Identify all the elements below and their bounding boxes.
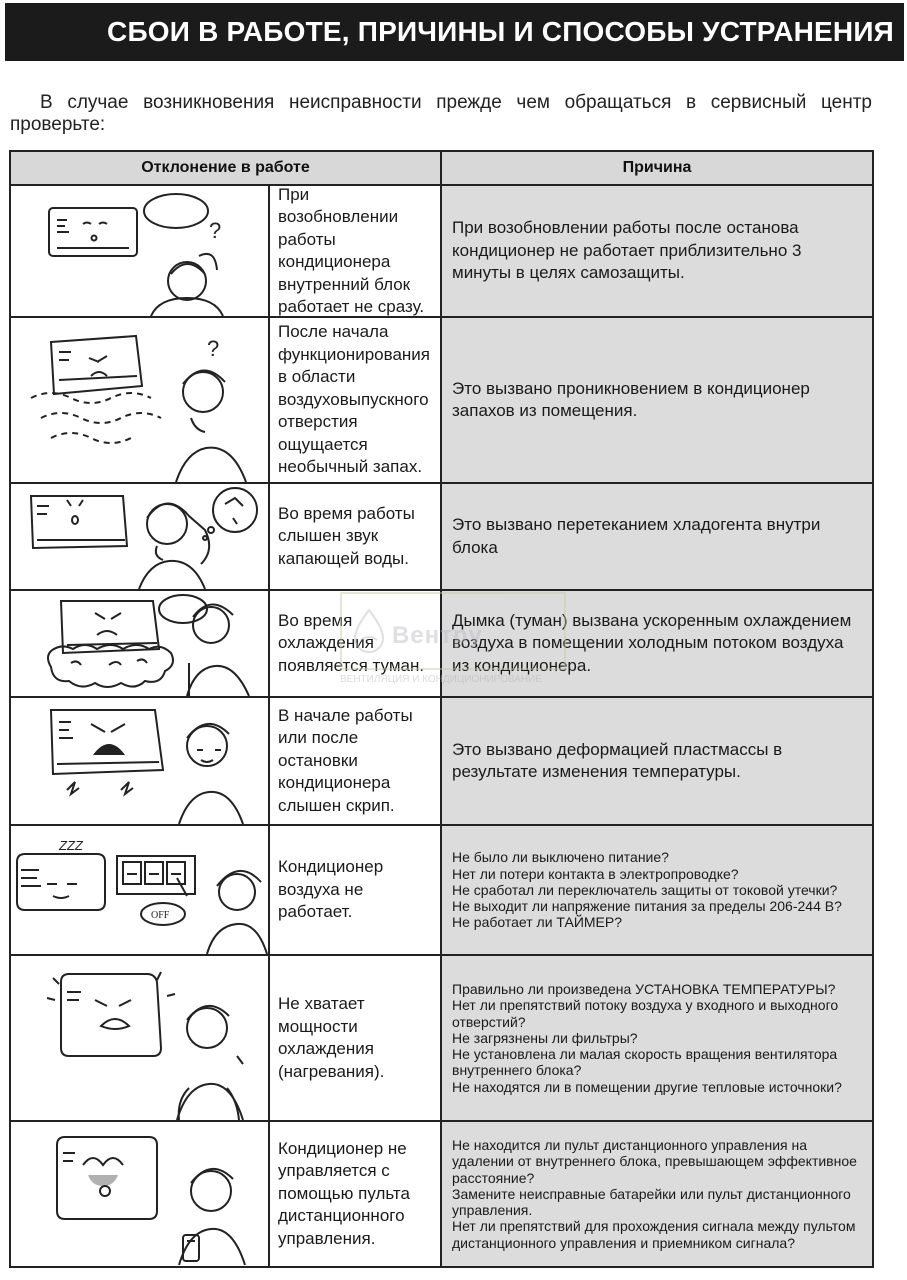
page-header xyxy=(5,3,904,61)
illustration-cell xyxy=(11,1122,270,1266)
deviation-text: Не хватает мощности охлаждения (нагревания). xyxy=(278,994,385,1081)
cause-item: Правильно ли произведена УСТАНОВКА ТЕМПЕРАТУРЫ? xyxy=(452,981,836,998)
cause-list xyxy=(452,981,864,1094)
table-row xyxy=(11,1122,872,1266)
illustration-ac-dripping xyxy=(11,484,268,589)
illustration-cell xyxy=(11,318,270,482)
deviation-cell xyxy=(270,186,442,316)
off-label: OFF xyxy=(151,910,170,921)
table-row xyxy=(11,318,872,484)
table-row xyxy=(11,186,872,318)
deviation-cell xyxy=(270,698,442,824)
cause-item: Не работает ли ТАЙМЕР? xyxy=(452,914,623,931)
deviation-text: В начале работы или после остановки кондиционера слышен скрип. xyxy=(278,705,413,815)
table-row xyxy=(11,591,872,698)
watermark-tagline: ВЕНТИЛЯЦИЯ И КОНДИЦИОНИРОВАНИЕ xyxy=(340,674,542,685)
illustration-cell xyxy=(11,956,270,1120)
cause-item: Не было ли выключено питание? xyxy=(452,849,669,866)
cause-item: Нет ли препятствий для прохождения сигнала между пультом дистанционного управления и приемником сигнала? xyxy=(452,1218,856,1251)
troubleshooting-table xyxy=(9,150,874,1268)
cause-list xyxy=(452,849,842,930)
illustration-ac-creak xyxy=(11,698,268,824)
illustration-cell xyxy=(11,484,270,589)
cause-list xyxy=(452,1137,864,1250)
table-row xyxy=(11,698,872,826)
cause-cell xyxy=(442,186,872,316)
illustration-cell xyxy=(11,186,270,316)
cause-item: Не находятся ли в помещении другие тепловые источноки? xyxy=(452,1078,842,1095)
illustration-ac-fog xyxy=(11,591,268,696)
watermark-brand: Вентру xyxy=(392,622,483,649)
cause-text: Дымка (туман) вызвана ускоренным охлаждением воздуха в помещении холодным потоком воздуха из кондиционера. xyxy=(452,610,852,675)
table-row xyxy=(11,956,872,1122)
cause-item: Не загрязнены ли фильтры? xyxy=(452,1029,638,1046)
cause-item: Не установлена ли малая скорость вращения вентилятора внутреннего блока? xyxy=(452,1046,838,1079)
cause-cell xyxy=(442,956,872,1120)
column-header-deviation: Отклонение в работе xyxy=(11,152,442,184)
column-header-cause: Причина xyxy=(622,159,692,176)
cause-text: Это вызвано проникновением в кондиционер запахов из помещения. xyxy=(452,378,810,420)
deviation-text: Во время работы слышен звук капающей воды. xyxy=(278,503,415,568)
cause-cell xyxy=(442,698,872,824)
cause-cell xyxy=(442,826,872,954)
illustration-ac-smell xyxy=(11,318,268,482)
illustration-cell xyxy=(11,698,270,824)
deviation-text: При возобновлении работы кондиционера внутренний блок работает не сразу. xyxy=(278,184,425,316)
cause-cell xyxy=(442,318,872,482)
deviation-cell xyxy=(270,956,442,1120)
cause-item: Не сработал ли переключатель защиты от токовой утечки? xyxy=(452,881,838,898)
deviation-cell xyxy=(270,318,442,482)
deviation-text: После начала функционирования в области воздуховыпускного отверстия ощущается необычный запах. xyxy=(278,322,430,477)
page-title: СБОИ В РАБОТЕ, ПРИЧИНЫ И СПОСОБЫ УСТРАНЕНИЯ xyxy=(107,16,894,47)
cause-item: Не находится ли пульт дистанционного управления на удалении от внутреннего блока, превышающем эффективное расстояние? xyxy=(452,1137,857,1186)
deviation-cell xyxy=(270,484,442,589)
cause-text: При возобновлении работы после останова кондиционер не работает приблизительно 3 минуты в целях самозащиты. xyxy=(452,218,802,283)
illustration-cell xyxy=(11,826,270,954)
question-mark: ? xyxy=(207,336,220,361)
cause-item: Замените неисправные батарейки или пульт дистанционного управления. xyxy=(452,1185,851,1219)
illustration-ac-delay xyxy=(11,186,268,316)
table-header xyxy=(11,152,872,186)
table-row xyxy=(11,826,872,956)
cause-text: Это вызвано перетеканием хладогента внутри блока xyxy=(452,515,821,557)
illustration-ac-not-working xyxy=(11,826,268,954)
cause-cell xyxy=(442,484,872,589)
cause-cell xyxy=(442,1122,872,1266)
deviation-cell xyxy=(270,826,442,954)
deviation-text: Кондиционер воздуха не работает. xyxy=(278,857,384,922)
cause-text: Это вызвано деформацией пластмассы в результате изменения температуры. xyxy=(452,739,783,781)
table-row xyxy=(11,484,872,591)
cause-item: Не выходит ли напряжение питания за пределы 206-244 В? xyxy=(452,898,842,915)
deviation-cell xyxy=(270,1122,442,1266)
deviation-text: Во время охлаждения появляется туман. xyxy=(278,610,425,675)
illustration-ac-remote xyxy=(11,1122,268,1266)
question-mark: ? xyxy=(209,218,222,243)
illustration-ac-low-capacity xyxy=(11,956,268,1120)
intro-paragraph: В случае возникновения неисправности прежде чем обращаться в сервисный центр проверьте: xyxy=(10,92,872,135)
deviation-cell xyxy=(270,591,442,696)
snore-label: ZZZ xyxy=(59,838,83,853)
cause-item: Нет ли потери контакта в электропроводке? xyxy=(452,865,739,882)
cause-cell xyxy=(442,591,872,696)
illustration-cell xyxy=(11,591,270,696)
deviation-text: Кондиционер не управляется с помощью пульта дистанционного управления. xyxy=(278,1138,410,1248)
cause-item: Нет ли препятствий потоку воздуха у входного и выходного отверстий? xyxy=(452,997,839,1030)
